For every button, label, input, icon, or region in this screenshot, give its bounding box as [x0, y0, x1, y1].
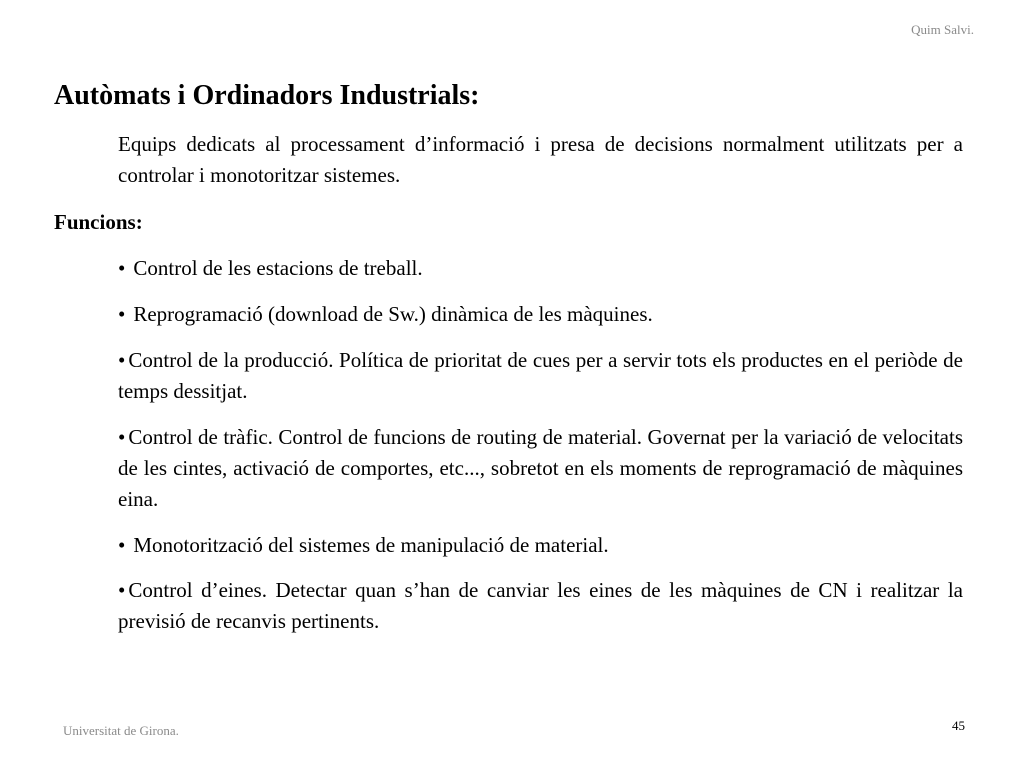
bullet-text: Monotorització del sistemes de manipulació de material.: [133, 533, 609, 557]
bullet-text: Reprogramació (download de Sw.) dinàmica de les màquines.: [133, 302, 653, 326]
bullet-icon: •: [118, 425, 126, 449]
bullet-text: Control d’eines. Detectar quan s’han de canviar les eines de les màquines de CN i realitzar la previsió de recanvis pertinents.: [118, 578, 963, 633]
bullet-item: [118, 253, 963, 284]
intro-paragraph: Equips dedicats al processament d’informació i presa de decisions normalment utilitzats per a controlar i monotoritzar sistemes.: [118, 132, 963, 187]
bullet-text: Control de tràfic. Control de funcions de routing de material. Governat per la variació de velocitats de les cintes, activació de comportes, etc..., sobretot en els moments de reprogramació de màquines eina.: [118, 425, 963, 511]
bullet-text: Control de la producció. Política de prioritat de cues per a servir tots els productes en el periòde de temps dessitjat.: [118, 348, 963, 403]
bullet-item: [118, 575, 963, 637]
bullet-icon: •: [118, 533, 126, 557]
bullet-item: [118, 422, 963, 515]
page-number: 45: [952, 718, 965, 733]
footer-institution: Universitat de Girona.: [63, 723, 179, 738]
bullet-item: [118, 299, 963, 330]
bullet-item: [118, 345, 963, 407]
author-name: Quim Salvi.: [911, 22, 974, 37]
section-heading-funcions: Funcions:: [54, 210, 143, 234]
slide-title: Autòmats i Ordinadors Industrials:: [54, 80, 480, 111]
bullet-icon: •: [118, 302, 126, 326]
bullet-icon: •: [118, 256, 126, 280]
bullet-icon: •: [118, 578, 126, 602]
bullet-icon: •: [118, 348, 126, 372]
bullet-item: [118, 530, 963, 561]
bullet-text: Control de les estacions de treball.: [133, 256, 423, 280]
